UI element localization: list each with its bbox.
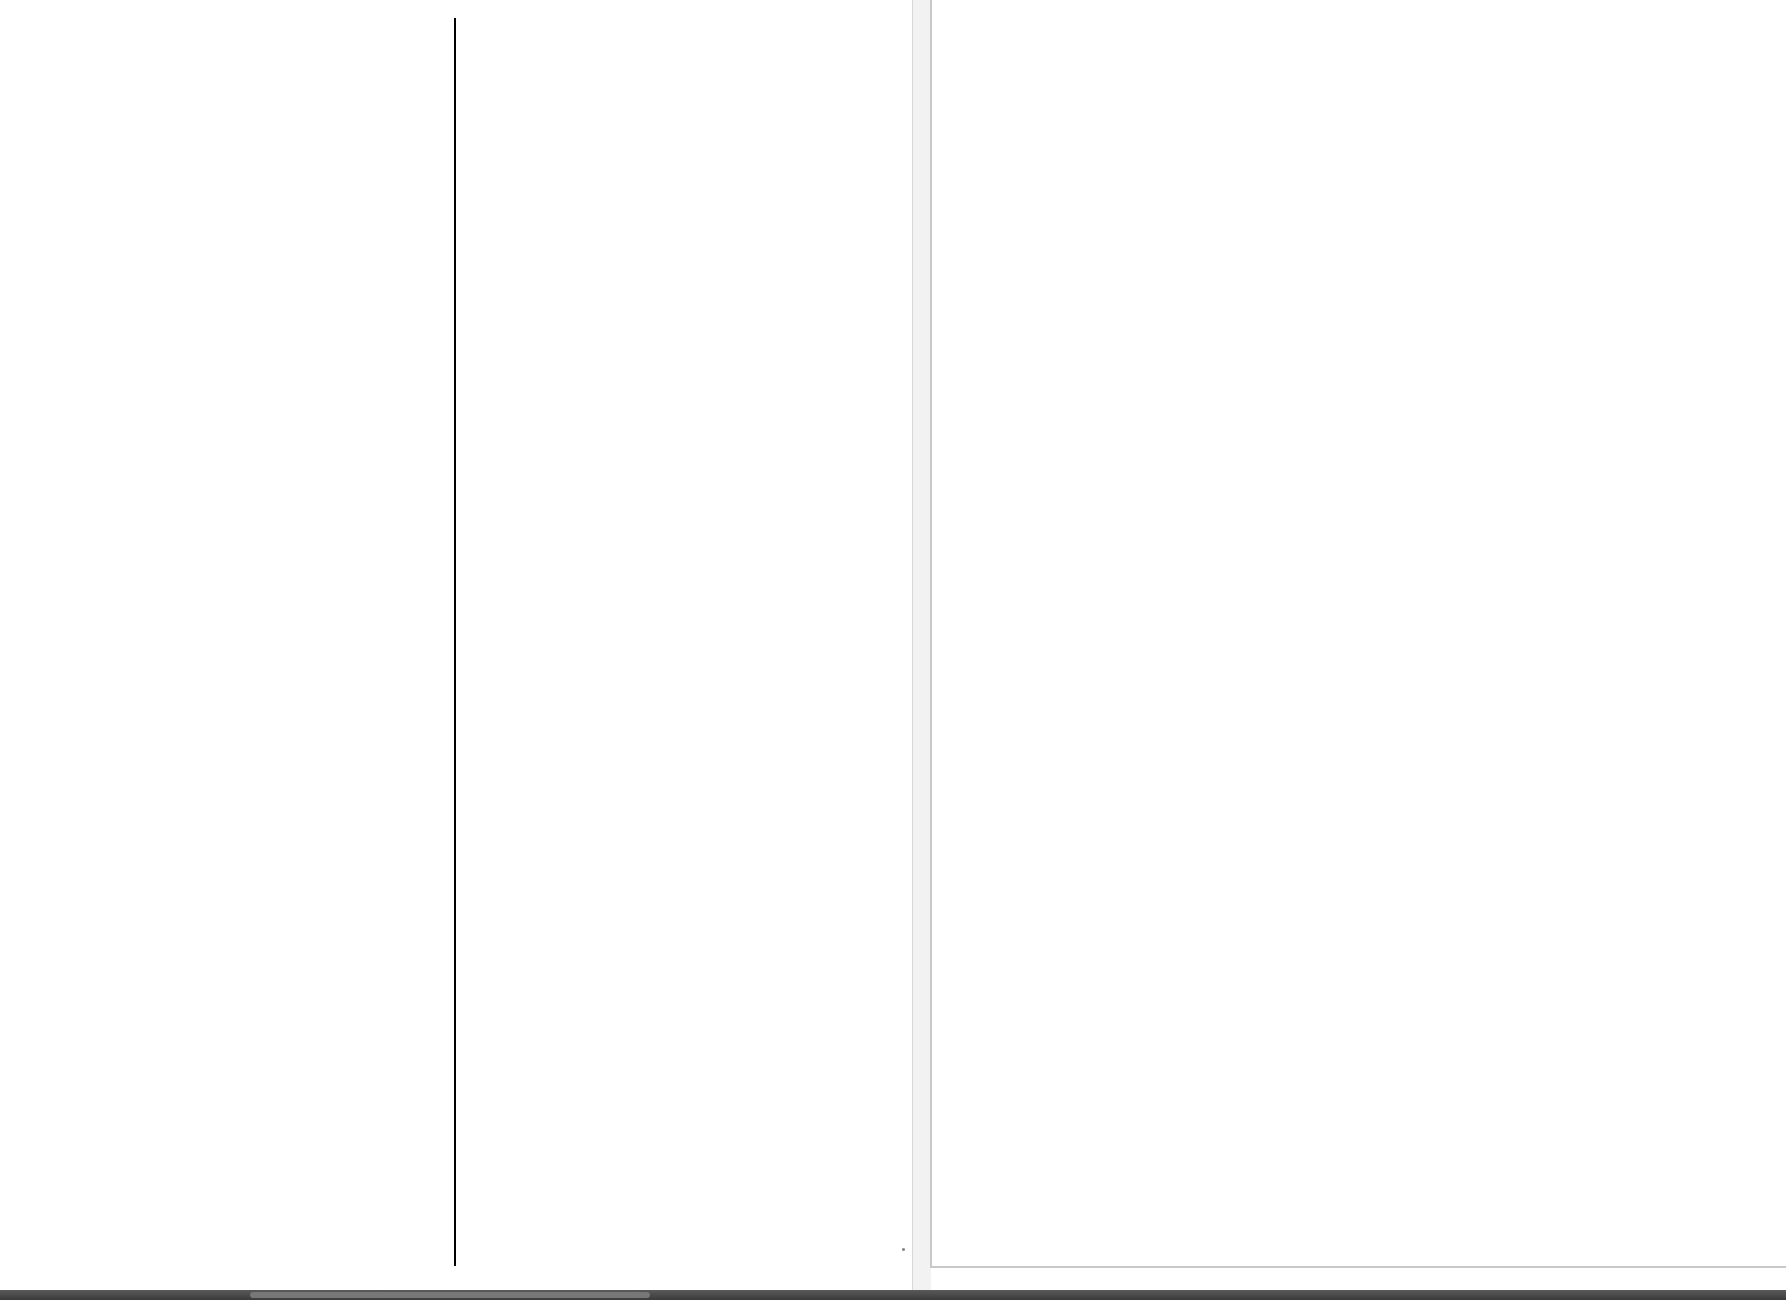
next-page [930,0,1786,1268]
horizontal-scrollbar[interactable] [0,1290,1786,1300]
scrollbar-thumb[interactable] [250,1292,650,1298]
page-speck [902,1248,905,1251]
column-divider [454,18,456,1266]
page-gutter [912,0,931,1290]
